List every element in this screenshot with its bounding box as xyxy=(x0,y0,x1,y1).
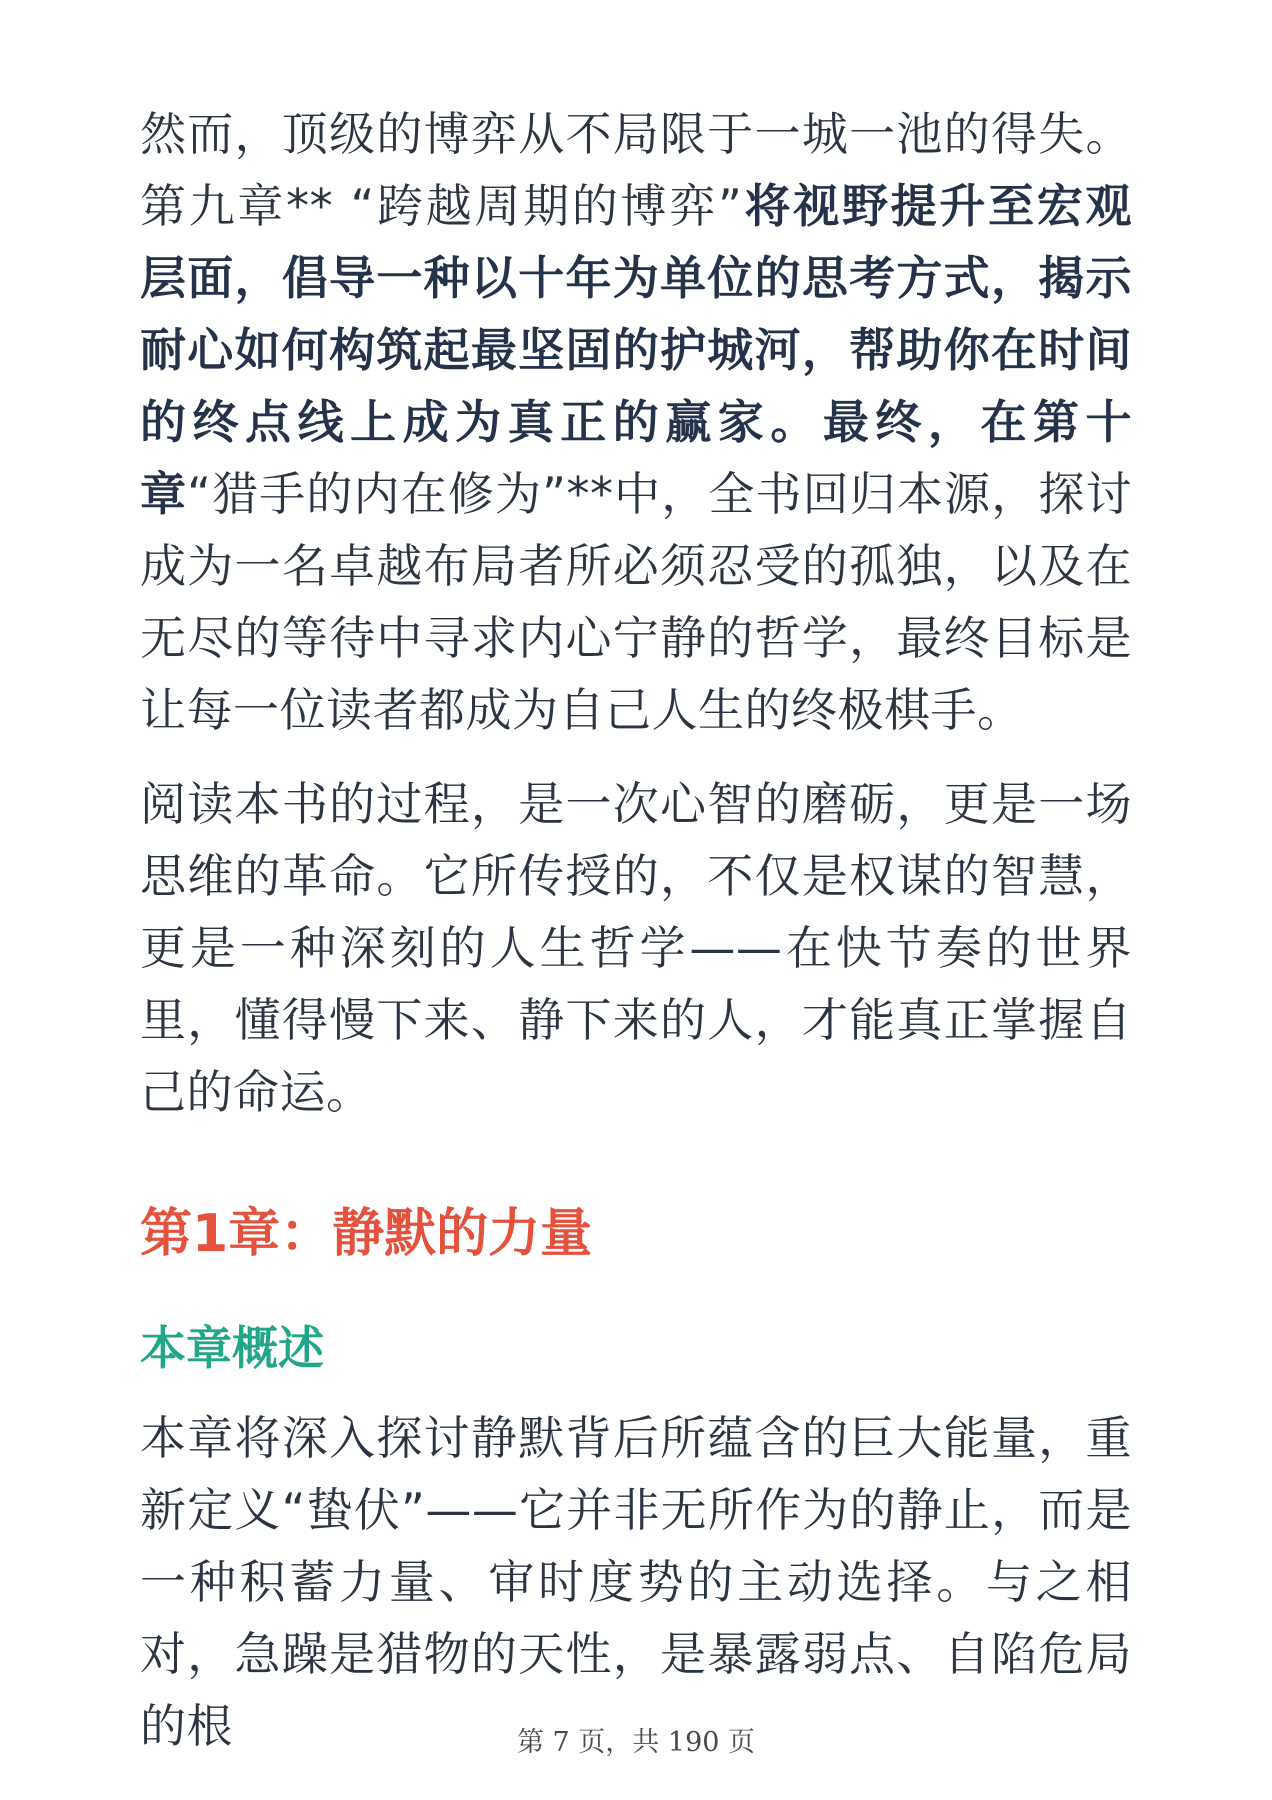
intro-paragraph-chapter-nine-ten xyxy=(140,98,1132,746)
page-number-footer: 第 7 页，共 190 页 xyxy=(516,1727,756,1758)
bold-text: 将视野提升至宏观层面，倡导一种以十年为单位的思考方式，揭示耐心如何构筑起最坚固的护城河，帮助你在时间的终点线上成为真正的赢家。最终，在第十章 xyxy=(140,179,1132,521)
chapter-title: 第1章：静默的力量 xyxy=(140,1204,593,1264)
paragraph-text: 然而，顶级的博弈从不局限于一城一池的得失。第九章** “跨越周期的博弈” xyxy=(140,107,1132,233)
paragraph-text: “猎手的内在修为”**中，全书回归本源，探讨成为一名卓越布局者所必须忍受的孤独，以及在无尽的等待中寻求内心宁静的哲学，最终目标是让每一位读者都成为自己人生的终极棋手。 xyxy=(140,467,1133,737)
page-content xyxy=(140,98,1132,1762)
chapter-overview-paragraph: 本章将深入探讨静默背后所蕴含的巨大能量，重新定义“蛰伏”——它并非无所作为的静止，而是一种积蓄力量、审时度势的主动选择。与之相对，急躁是猎物的天性，是暴露弱点、自陷危局的根 xyxy=(140,1411,1132,1753)
section-title: 本章概述 xyxy=(140,1321,324,1375)
intro-paragraph-reading: 阅读本书的过程，是一次心智的磨砺，更是一场思维的革命。它所传授的，不仅是权谋的智慧，更是一种深刻的人生哲学——在快节奏的世界里，懂得慢下来、静下来的人，才能真正掌握自己的命运。 xyxy=(140,777,1132,1119)
